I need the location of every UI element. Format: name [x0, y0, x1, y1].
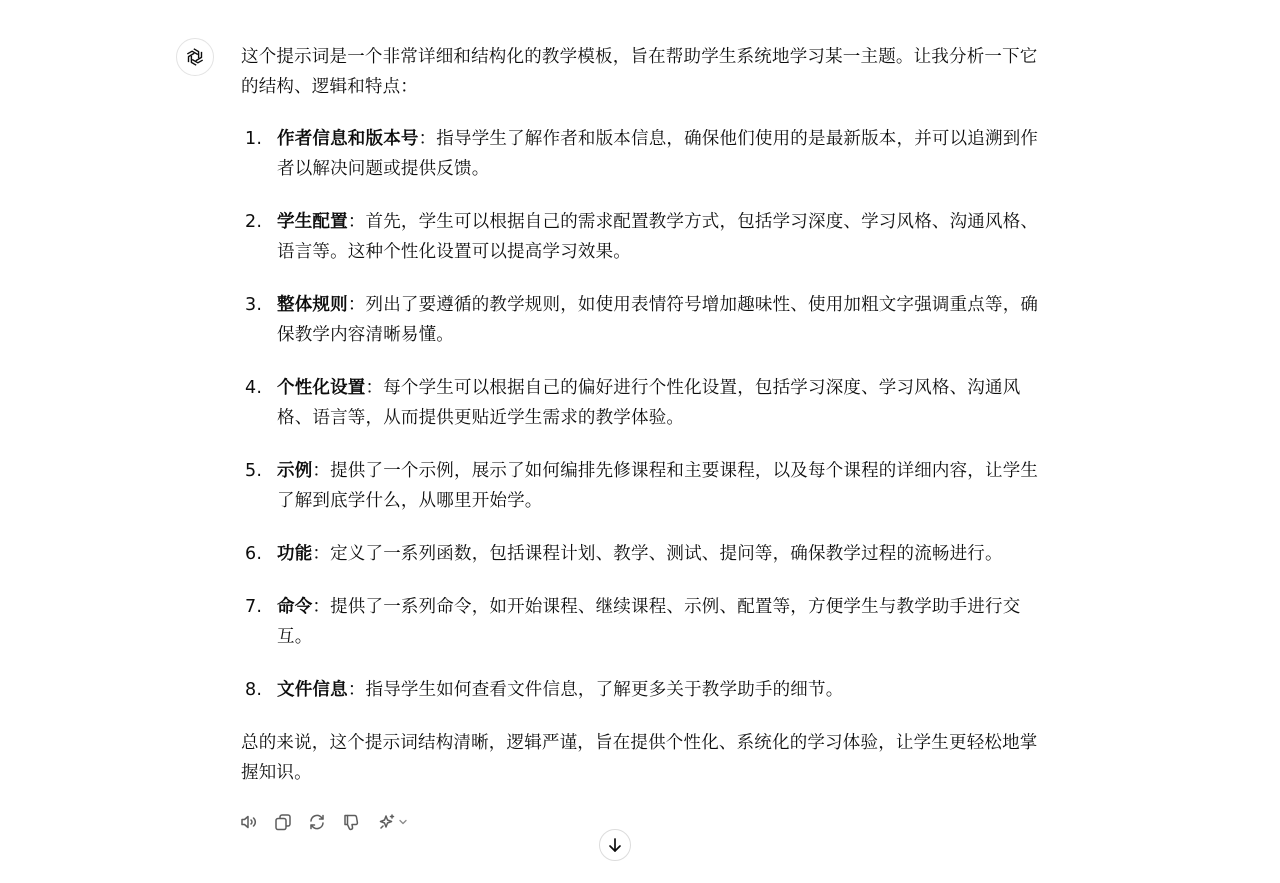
list-item-number: 1. — [245, 129, 263, 149]
list-item-number: 5. — [245, 461, 263, 481]
list-item-number: 8. — [245, 680, 263, 700]
analysis-list — [241, 124, 1041, 705]
list-item-text: ：列出了要遵循的教学规则，如使用表情符号增加趣味性、使用加粗文字强调重点等，确保教学内容清晰易懂。 — [277, 295, 1039, 345]
list-item — [241, 456, 1041, 516]
list-item-text: ：首先，学生可以根据自己的需求配置教学方式，包括学习深度、学习风格、沟通风格、语言等。这种个性化设置可以提高学习效果。 — [277, 212, 1039, 262]
openai-logo-icon — [183, 45, 207, 69]
copy-button[interactable] — [272, 811, 294, 833]
scroll-to-bottom-button[interactable] — [599, 829, 631, 861]
list-item-number: 6. — [245, 544, 263, 564]
list-item-text: ：指导学生如何查看文件信息，了解更多关于教学助手的细节。 — [347, 680, 844, 700]
list-item — [241, 290, 1041, 350]
message-actions — [238, 810, 410, 834]
list-item-number: 7. — [245, 597, 263, 617]
list-item — [241, 207, 1041, 267]
list-item — [241, 675, 1041, 705]
thumbs-down-icon — [341, 812, 361, 832]
thumbs-down-button[interactable] — [340, 811, 362, 833]
list-item-term: 整体规则 — [277, 295, 348, 315]
message-conclusion: 总的来说，这个提示词结构清晰，逻辑严谨，旨在提供个性化、系统化的学习体验，让学生更轻松地掌握知识。 — [241, 733, 1038, 783]
list-item — [241, 373, 1041, 433]
list-item-text: ：定义了一系列函数，包括课程计划、教学、测试、提问等，确保教学过程的流畅进行。 — [312, 544, 1003, 564]
list-item — [241, 539, 1041, 569]
list-item-term: 个性化设置 — [277, 378, 366, 398]
speaker-icon — [239, 812, 259, 832]
list-item-text: ：指导学生了解作者和版本信息，确保他们使用的是最新版本，并可以追溯到作者以解决问题或提供反馈。 — [277, 129, 1039, 179]
list-item — [241, 124, 1041, 184]
sparkle-icon — [377, 812, 397, 832]
list-item-number: 4. — [245, 378, 263, 398]
regenerate-button[interactable] — [306, 811, 328, 833]
regenerate-icon — [307, 812, 327, 832]
model-switch-button[interactable] — [374, 811, 410, 833]
arrow-down-icon — [606, 836, 624, 854]
read-aloud-button[interactable] — [238, 811, 260, 833]
list-item — [241, 592, 1041, 652]
list-item-text: ：提供了一个示例，展示了如何编排先修课程和主要课程，以及每个课程的详细内容，让学生了解到底学什么，从哪里开始学。 — [277, 461, 1039, 511]
copy-icon — [273, 812, 293, 832]
list-item-text: ：每个学生可以根据自己的偏好进行个性化设置，包括学习深度、学习风格、沟通风格、语言等，从而提供更贴近学生需求的教学体验。 — [277, 378, 1021, 428]
list-item-term: 命令 — [277, 597, 313, 617]
message-content — [241, 42, 1041, 788]
chevron-down-icon — [398, 817, 408, 827]
list-item-text: ：提供了一系列命令，如开始课程、继续课程、示例、配置等，方便学生与教学助手进行交互。 — [277, 597, 1021, 647]
list-item-term: 示例 — [277, 461, 313, 481]
list-item-term: 功能 — [277, 544, 313, 564]
assistant-avatar — [176, 38, 214, 76]
list-item-term: 学生配置 — [277, 212, 348, 232]
list-item-number: 2. — [245, 212, 263, 232]
message-intro: 这个提示词是一个非常详细和结构化的教学模板，旨在帮助学生系统地学习某一主题。让我分析一下它的结构、逻辑和特点： — [241, 47, 1038, 97]
list-item-term: 作者信息和版本号 — [277, 129, 419, 149]
list-item-number: 3. — [245, 295, 263, 315]
list-item-term: 文件信息 — [277, 680, 348, 700]
